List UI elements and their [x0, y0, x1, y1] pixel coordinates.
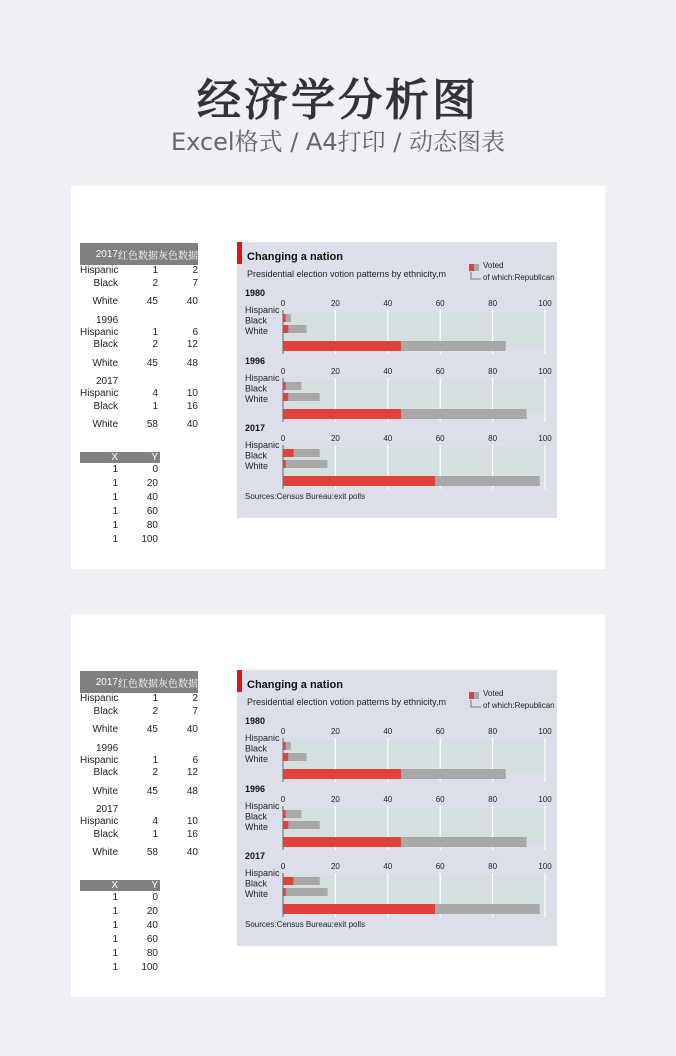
tick-label: 40: [383, 727, 393, 736]
table-row: [80, 401, 198, 414]
tick-label: 80: [488, 727, 498, 736]
xy-x: 1: [112, 534, 118, 545]
tick-label: 100: [538, 367, 552, 376]
table-header-cell: 灰色数据: [158, 678, 198, 690]
data-table: [80, 243, 198, 432]
grey-value: 2: [192, 693, 198, 704]
tick-label: 80: [488, 434, 498, 443]
table-year-label: 2017: [96, 376, 119, 387]
table-header: [80, 671, 198, 693]
table-row: [80, 296, 198, 309]
xy-x: 1: [112, 492, 118, 503]
page-subtitle: Excel格式 / A4打印 / 动态图表: [171, 128, 505, 156]
title-accent: [237, 670, 242, 692]
table-header-cell: 红色数据: [118, 250, 158, 262]
tick-label: 60: [435, 367, 445, 376]
xy-header-y: Y: [151, 880, 158, 891]
sheet-preview-1: [71, 186, 605, 569]
chart-panel-1996: [245, 784, 552, 850]
table-year-label: 1996: [96, 314, 119, 326]
red-value: 1: [152, 326, 158, 338]
xy-x: 1: [112, 962, 118, 973]
red-value: 58: [146, 419, 158, 430]
grey-value: 7: [192, 277, 198, 289]
chart-panel-1980: [245, 716, 552, 782]
bar-voted-hispanic: [283, 810, 301, 818]
row-label: White: [92, 357, 118, 369]
grey-value: 48: [186, 785, 198, 797]
red-value: 4: [152, 816, 158, 827]
xy-header-x: X: [111, 880, 118, 891]
xy-y: 80: [146, 948, 158, 959]
bar-republican-white: [283, 476, 435, 486]
row-label: Hispanic: [80, 388, 119, 399]
row-label: Black: [93, 400, 118, 412]
table-header-cell: 灰色数据: [158, 250, 198, 262]
bar-republican-hispanic: [283, 742, 286, 750]
row-label: White: [92, 419, 118, 430]
xy-y: 40: [146, 920, 158, 931]
table-row: [80, 816, 198, 829]
bar-chart: [237, 242, 557, 518]
red-value: 4: [152, 388, 158, 399]
tick-label: 80: [488, 862, 498, 871]
grey-value: 40: [186, 847, 198, 858]
red-value: 45: [146, 296, 158, 307]
xy-x: 1: [112, 478, 118, 489]
tick-label: 40: [383, 862, 393, 871]
bar-voted-black: [283, 460, 328, 468]
row-label: Black: [93, 828, 118, 840]
legend-red-swatch: [469, 264, 474, 271]
tick-label: 100: [538, 795, 552, 804]
legend-republican: of which:Republican: [483, 273, 555, 282]
table-row: [80, 358, 198, 371]
bar-republican-white: [283, 837, 401, 847]
bar-voted-hispanic: [283, 382, 301, 390]
tick-label: 0: [280, 367, 286, 376]
panel-year: 2017: [245, 851, 266, 861]
xy-x: 1: [112, 464, 118, 475]
table-row: [80, 339, 198, 352]
grey-value: 10: [186, 388, 198, 399]
plot-band: [283, 808, 545, 842]
tick-label: 40: [383, 434, 393, 443]
row-label: Hispanic: [80, 265, 119, 276]
row-label: White: [92, 847, 118, 858]
tick-label: 0: [280, 727, 286, 736]
xy-header: [80, 452, 160, 463]
tick-label: 100: [538, 434, 552, 443]
tick-label: 20: [330, 299, 340, 308]
grey-value: 40: [186, 724, 198, 735]
row-label: Black: [93, 705, 118, 717]
chart-panel-1980: [245, 288, 552, 354]
bar-republican-hispanic: [283, 314, 286, 322]
bar-republican-black: [283, 325, 288, 333]
category-label: White: [245, 394, 269, 404]
page-title: 经济学分析图: [197, 75, 479, 126]
tick-label: 20: [330, 795, 340, 804]
xy-row: [80, 905, 160, 919]
red-value: 1: [152, 265, 158, 276]
table-row: [80, 724, 198, 737]
chart-source: Sources:Census Bureau:exit polls: [245, 920, 366, 929]
row-label: Hispanic: [80, 693, 119, 704]
tick-label: 0: [280, 299, 286, 308]
xy-y: 60: [146, 934, 158, 945]
grey-value: 12: [186, 767, 198, 778]
tick-label: 80: [488, 795, 498, 804]
table-header-cell: 红色数据: [118, 678, 158, 690]
tick-label: 100: [538, 862, 552, 871]
table-header-cell: 2017: [95, 248, 118, 260]
table-row: [80, 327, 198, 340]
xy-table: [80, 452, 160, 547]
grey-value: 6: [192, 326, 198, 338]
chart-source: Sources:Census Bureau:exit polls: [245, 492, 366, 501]
xy-y: 20: [146, 478, 158, 489]
legend-voted: Voted: [483, 261, 504, 270]
xy-row: [80, 891, 160, 905]
table-row: [80, 693, 198, 706]
grey-value: 10: [186, 816, 198, 827]
xy-x: 1: [112, 948, 118, 959]
xy-row: [80, 505, 160, 519]
xy-row: [80, 519, 160, 533]
category-label: Hispanic: [245, 373, 280, 383]
tick-label: 60: [435, 434, 445, 443]
xy-header-y: Y: [151, 452, 158, 463]
category-label: Black: [245, 811, 268, 822]
table-row: [80, 388, 198, 401]
row-label: Black: [93, 339, 118, 350]
bar-republican-black: [283, 821, 288, 829]
bar-republican-white: [283, 904, 435, 914]
xy-x: 1: [112, 892, 118, 903]
tick-label: 100: [538, 727, 552, 736]
xy-x: 1: [112, 506, 118, 517]
tick-label: 60: [435, 727, 445, 736]
xy-row: [80, 961, 160, 975]
red-value: 45: [146, 724, 158, 735]
chart-panel-2017: [245, 423, 552, 489]
bar-republican-black: [283, 460, 286, 468]
table-header-cell: 2017: [95, 676, 118, 688]
xy-y: 100: [141, 534, 158, 545]
legend-connector: [471, 700, 481, 707]
xy-y: 60: [146, 506, 158, 517]
category-label: Hispanic: [245, 305, 280, 315]
xy-y: 80: [146, 520, 158, 531]
xy-y: 20: [146, 906, 158, 917]
bar-republican-white: [283, 409, 401, 419]
title-accent: [237, 242, 242, 264]
tick-label: 100: [538, 299, 552, 308]
table-row: [80, 767, 198, 780]
category-label: Hispanic: [245, 733, 280, 743]
plot-band: [283, 312, 545, 346]
bar-republican-white: [283, 769, 401, 779]
chart-subtitle: Presidential election votion patterns by ethnicity,m: [247, 697, 446, 707]
xy-y: 40: [146, 492, 158, 503]
tick-label: 0: [280, 862, 286, 871]
legend-voted: Voted: [483, 689, 504, 698]
xy-x: 1: [112, 520, 118, 531]
chart-title: Changing a nation: [247, 251, 343, 263]
red-value: 2: [152, 705, 158, 717]
tick-label: 20: [330, 367, 340, 376]
grey-value: 12: [186, 339, 198, 350]
panel-year: 1980: [245, 716, 266, 726]
legend-red-swatch: [469, 692, 474, 699]
tick-label: 0: [280, 795, 286, 804]
tick-label: 20: [330, 862, 340, 871]
xy-header: [80, 880, 160, 891]
bar-republican-hispanic: [283, 382, 286, 390]
table-year-label: 1996: [96, 742, 119, 754]
chart-panel: [237, 242, 557, 518]
bar-republican-hispanic: [283, 449, 293, 457]
table-row: [80, 755, 198, 768]
grey-value: 40: [186, 419, 198, 430]
table-header: [80, 243, 198, 265]
category-label: White: [245, 326, 269, 336]
bar-republican-black: [283, 888, 286, 896]
red-value: 45: [146, 785, 158, 797]
tick-label: 20: [330, 727, 340, 736]
category-label: Black: [245, 315, 268, 326]
plot-band: [283, 380, 545, 414]
red-value: 2: [152, 339, 158, 350]
xy-row: [80, 477, 160, 491]
category-label: Black: [245, 878, 268, 889]
legend-connector: [471, 272, 481, 279]
bar-republican-black: [283, 753, 288, 761]
xy-table: [80, 880, 160, 975]
category-label: Hispanic: [245, 440, 280, 450]
xy-row: [80, 919, 160, 933]
bar-voted-black: [283, 393, 320, 401]
chart-panel: [237, 670, 557, 946]
chart-title: Changing a nation: [247, 679, 343, 691]
grey-value: 6: [192, 754, 198, 766]
bar-republican-white: [283, 341, 401, 351]
bar-voted-black: [283, 888, 328, 896]
red-value: 58: [146, 847, 158, 858]
table-row: [80, 278, 198, 291]
row-label: White: [92, 785, 118, 797]
xy-x: 1: [112, 934, 118, 945]
red-value: 1: [152, 400, 158, 412]
chart-panel-1996: [245, 356, 552, 422]
legend-republican: of which:Republican: [483, 701, 555, 710]
sheet-preview-2: [71, 614, 605, 997]
tick-label: 60: [435, 862, 445, 871]
xy-y: 0: [152, 464, 158, 475]
bar-voted-black: [283, 821, 320, 829]
tick-label: 40: [383, 299, 393, 308]
tick-label: 40: [383, 367, 393, 376]
grey-value: 48: [186, 357, 198, 369]
red-value: 1: [152, 828, 158, 840]
tick-label: 40: [383, 795, 393, 804]
table-row: [80, 829, 198, 842]
red-value: 45: [146, 357, 158, 369]
xy-row: [80, 933, 160, 947]
panel-year: 2017: [245, 423, 266, 433]
table-row: [80, 706, 198, 719]
table-row: [80, 419, 198, 432]
row-label: White: [92, 724, 118, 735]
grey-value: 40: [186, 296, 198, 307]
xy-row: [80, 533, 160, 547]
category-label: White: [245, 461, 269, 471]
red-value: 1: [152, 754, 158, 766]
row-label: Black: [93, 767, 118, 778]
grey-value: 16: [186, 828, 198, 840]
panel-year: 1996: [245, 784, 266, 794]
table-row: [80, 265, 198, 278]
data-table: [80, 671, 198, 860]
chart-subtitle: Presidential election votion patterns by ethnicity,m: [247, 269, 446, 279]
xy-y: 0: [152, 892, 158, 903]
row-label: Black: [93, 277, 118, 289]
panel-year: 1996: [245, 356, 266, 366]
tick-label: 80: [488, 299, 498, 308]
bar-republican-hispanic: [283, 877, 293, 885]
row-label: Hispanic: [80, 754, 119, 766]
category-label: Hispanic: [245, 801, 280, 811]
bar-republican-black: [283, 393, 288, 401]
xy-y: 100: [141, 962, 158, 973]
red-value: 2: [152, 277, 158, 289]
red-value: 1: [152, 693, 158, 704]
grey-value: 16: [186, 400, 198, 412]
category-label: Black: [245, 450, 268, 461]
tick-label: 20: [330, 434, 340, 443]
xy-header-x: X: [111, 452, 118, 463]
xy-x: 1: [112, 920, 118, 931]
plot-band: [283, 740, 545, 774]
table-year-label: 2017: [96, 804, 119, 815]
panel-year: 1980: [245, 288, 266, 298]
row-label: Hispanic: [80, 816, 119, 827]
red-value: 2: [152, 767, 158, 778]
xy-row: [80, 491, 160, 505]
category-label: White: [245, 889, 269, 899]
bar-republican-hispanic: [283, 810, 286, 818]
xy-row: [80, 463, 160, 477]
bar-chart: [237, 670, 557, 946]
tick-label: 0: [280, 434, 286, 443]
row-label: White: [92, 296, 118, 307]
legend-grey-swatch: [474, 264, 479, 271]
tick-label: 60: [435, 795, 445, 804]
grey-value: 7: [192, 705, 198, 717]
xy-x: 1: [112, 906, 118, 917]
table-row: [80, 786, 198, 799]
table-row: [80, 847, 198, 860]
category-label: White: [245, 822, 269, 832]
category-label: White: [245, 754, 269, 764]
category-label: Hispanic: [245, 868, 280, 878]
chart-panel-2017: [245, 851, 552, 917]
category-label: Black: [245, 743, 268, 754]
row-label: Hispanic: [80, 326, 119, 338]
grey-value: 2: [192, 265, 198, 276]
tick-label: 60: [435, 299, 445, 308]
legend-grey-swatch: [474, 692, 479, 699]
category-label: Black: [245, 383, 268, 394]
xy-row: [80, 947, 160, 961]
tick-label: 80: [488, 367, 498, 376]
